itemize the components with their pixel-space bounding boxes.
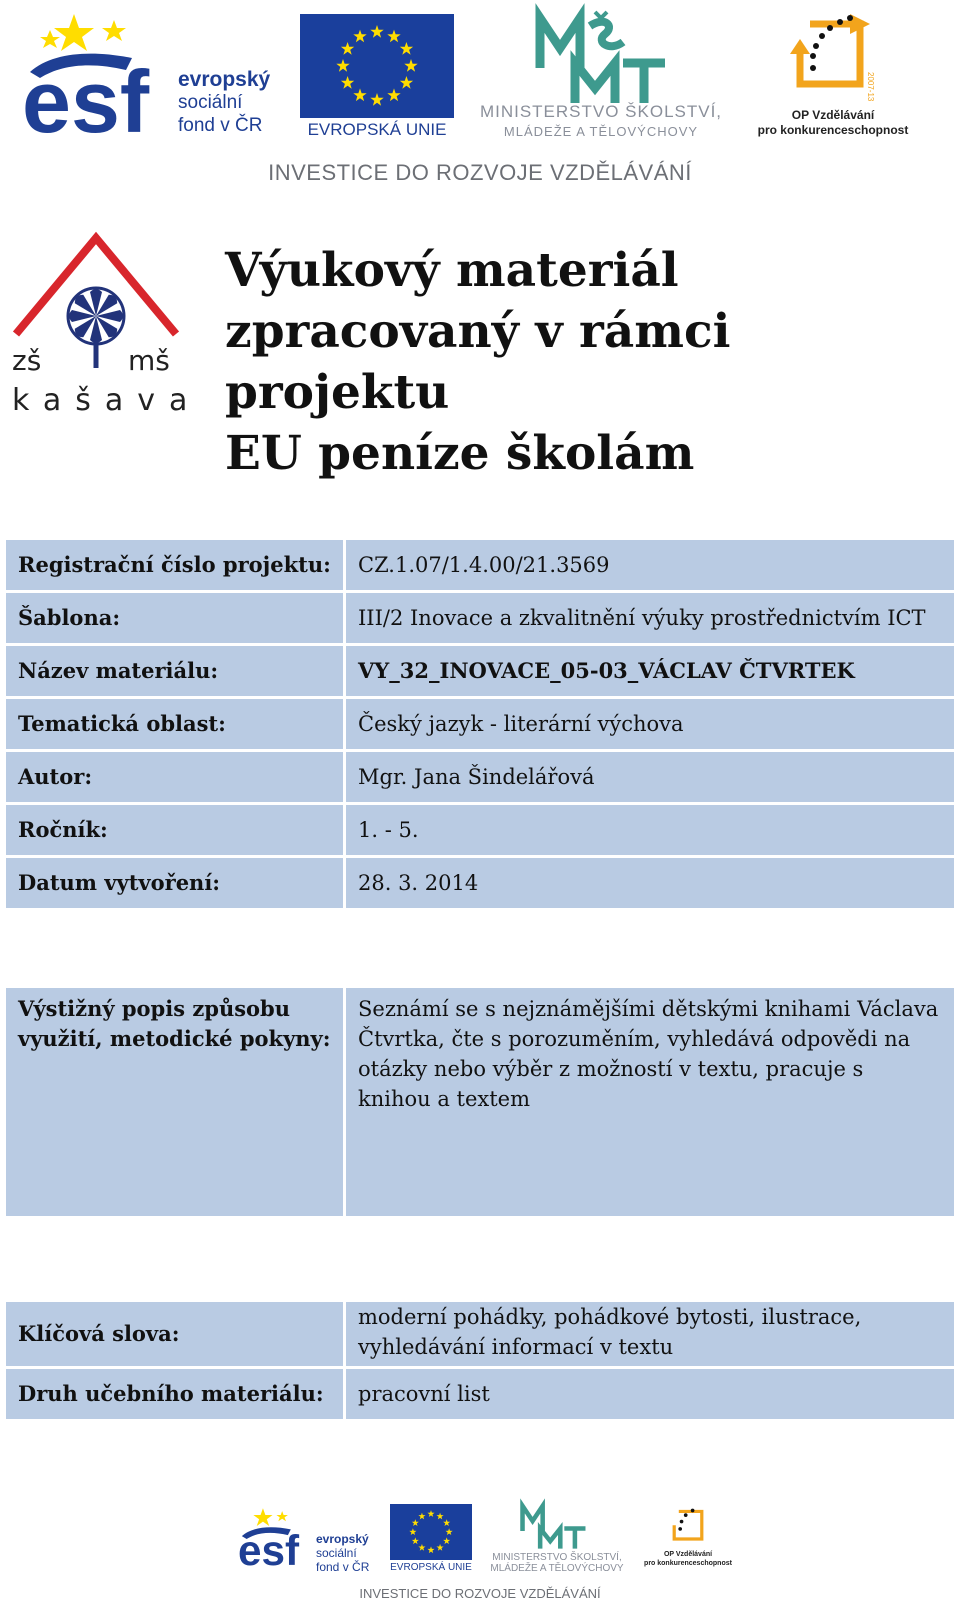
eu-label-small: EVROPSKÁ UNIE <box>390 1562 472 1573</box>
msmt-logo <box>535 8 670 108</box>
esf-text-line: sociální <box>316 1546 357 1560</box>
table-row <box>6 1302 954 1369</box>
msmt-label-sub: MLÁDEŽE A TĚLOVÝCHOVY <box>490 1563 624 1574</box>
keywords-value: moderní pohádky, pohádkové bytosti, ilustrace, vyhledávání informací v textu <box>346 1302 954 1369</box>
title-line: EU peníze školám <box>225 426 695 481</box>
op-label-line: OP Vzdělávání <box>791 108 875 122</box>
table-row <box>6 988 954 1219</box>
keywords-table <box>6 1302 954 1422</box>
material-type-value: pracovní list <box>346 1369 954 1422</box>
investice-tagline-small: INVESTICE DO ROZVOJE VZDĚLÁVÁNÍ <box>359 1586 601 1601</box>
info-value: III/2 Inovace a zkvalitnění výuky prostřednictvím ICT <box>346 593 954 646</box>
op-logo-small <box>665 1506 711 1550</box>
op-label-small <box>640 1550 736 1568</box>
esf-text-small <box>316 1532 369 1574</box>
msmt-label-main: MINISTERSTVO ŠKOLSTVÍ, <box>492 1552 622 1563</box>
eu-flag <box>300 14 454 118</box>
eu-flag-small <box>390 1504 472 1560</box>
table-row <box>6 1369 954 1422</box>
title-line: zpracovaný v rámci projektu <box>225 304 731 420</box>
table-row <box>6 858 954 911</box>
school-logo <box>10 230 202 430</box>
info-label: Autor: <box>6 752 346 805</box>
school-ms: mš <box>128 344 170 377</box>
info-value: CZ.1.07/1.4.00/21.3569 <box>346 540 954 593</box>
esf-text <box>178 68 270 137</box>
op-label-line: pro konkurenceschopnost <box>757 123 909 137</box>
esf-text-line: sociální <box>178 92 243 113</box>
op-years: 2007-13 <box>866 72 875 102</box>
msmt-label <box>466 102 736 142</box>
project-info-table <box>6 540 954 911</box>
material-type-label: Druh učebního materiálu: <box>6 1369 346 1422</box>
msmt-logo-small <box>520 1500 588 1552</box>
keywords-label: Klíčová slova: <box>6 1302 346 1369</box>
info-label: Ročník: <box>6 805 346 858</box>
page-title <box>225 240 945 484</box>
esf-text-line: evropský <box>178 68 271 91</box>
eu-label: EVROPSKÁ UNIE <box>307 120 447 139</box>
table-row <box>6 699 954 752</box>
title-line: Výukový materiál <box>225 243 679 298</box>
table-row <box>6 540 954 593</box>
esf-logo <box>22 12 172 151</box>
esf-text-line: fond v ČR <box>178 115 263 136</box>
msmt-label-main: MINISTERSTVO ŠKOLSTVÍ, <box>479 102 723 121</box>
info-label: Tematická oblast: <box>6 699 346 752</box>
esf-text-line: fond v ČR <box>316 1560 370 1574</box>
description-table <box>6 988 954 1219</box>
description-label: Výstižný popis způsobu využití, metodické pokyny: <box>6 988 346 1219</box>
esf-letters-small: esf <box>238 1526 300 1574</box>
op-label <box>744 108 922 138</box>
table-row <box>6 593 954 646</box>
op-label-line: OP Vzdělávání <box>663 1551 713 1558</box>
investice-tagline: INVESTICE DO ROZVOJE VZDĚLÁVÁNÍ <box>268 160 692 185</box>
description-value: Seznámí se s nejznámějšími dětskými knihami Václava Čtvrtka, čte s porozuměním, vyhledává odpovědi na otázky nebo výběr z možností v textu, pracuje s knihou a textem <box>346 988 954 1219</box>
esf-text-line: evropský <box>316 1532 369 1546</box>
esf-letters: esf <box>22 52 150 151</box>
table-row <box>6 752 954 805</box>
op-logo <box>780 14 880 106</box>
info-value: Mgr. Jana Šindelářová <box>346 752 954 805</box>
info-label: Šablona: <box>6 593 346 646</box>
school-zs: zš <box>12 344 42 377</box>
table-row <box>6 646 954 699</box>
info-value: 1. - 5. <box>346 805 954 858</box>
op-label-line: pro konkurenceschopnost <box>644 1560 732 1567</box>
msmt-label-small <box>482 1552 632 1574</box>
info-label: Název materiálu: <box>6 646 346 699</box>
table-row <box>6 805 954 858</box>
msmt-label-sub: MLÁDEŽE A TĚLOVÝCHOVY <box>503 124 699 139</box>
info-value: Český jazyk - literární výchova <box>346 699 954 752</box>
info-value: VY_32_INOVACE_05-03_VÁCLAV ČTVRTEK <box>346 646 954 699</box>
info-value: 28. 3. 2014 <box>346 858 954 911</box>
school-name: kašava <box>12 383 202 418</box>
esf-logo-small <box>238 1504 310 1572</box>
info-label: Registrační číslo projektu: <box>6 540 346 593</box>
info-label: Datum vytvoření: <box>6 858 346 911</box>
